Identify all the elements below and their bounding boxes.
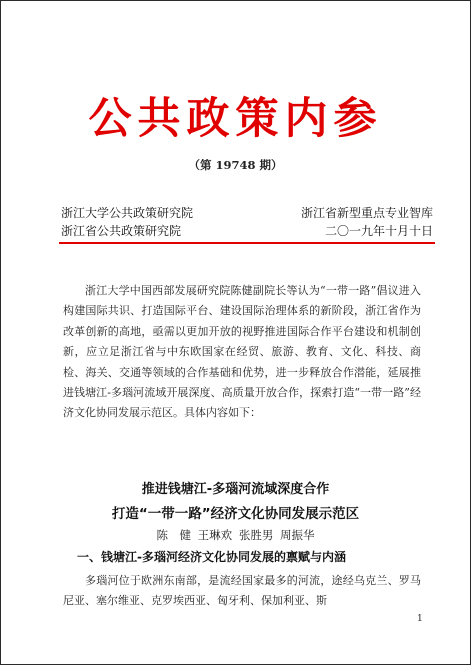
- org-name-left: 浙江大学公共政策研究院: [61, 206, 194, 220]
- org-name-left: 浙江省公共政策研究院: [61, 224, 182, 238]
- masthead-title: 公共政策内参: [88, 94, 383, 144]
- red-divider: [59, 242, 435, 244]
- article-title-line-2: 打造“一带一路”经济文化协同发展示范区: [111, 506, 360, 522]
- author-list: 陈 健 王琳欢 张胜男 周振华: [156, 528, 315, 542]
- page-number: 1: [417, 614, 423, 624]
- org-row-2: [61, 222, 433, 239]
- org-row-1: [61, 204, 433, 221]
- publish-date: 二〇一九年十月十日: [324, 224, 433, 238]
- article-title-line-1: 推进钱塘江-多瑙河流域深度合作: [141, 482, 330, 497]
- section-heading: 一、钱塘江-多瑙河经济文化协同发展的禀赋与内涵: [77, 550, 346, 564]
- issue-number: （第 19748 期）: [188, 158, 283, 172]
- summary-paragraph: 浙江大学中国西部发展研究院陈健副院长等认为“一带一路”倡议进入构建国际共识、打造国际平台、建设国际治理体系的新阶段，浙江省作为改革创新的高地，亟需以更加开放的视野推进国际合作平台建设和机制创新，应立足浙江省与中东欧国家在经贸、旅游、教育、文化、科技、商检、海关、交通等领域的合作基础和优势，进一步释放合作潜能，延展推进钱塘江-多瑙河流域开展深度、高质量开放合作，探索打造“一带一路”经济文化协同发展示范区。具体内容如下：: [63, 284, 421, 420]
- org-name-right: 浙江省新型重点专业智库: [300, 206, 433, 220]
- body-paragraph: 多瑙河位于欧洲东南部，是流经国家最多的河流，途经乌克兰、罗马尼亚、塞尔维亚、克罗埃西亚、匈牙利、保加利亚、斯: [63, 574, 421, 608]
